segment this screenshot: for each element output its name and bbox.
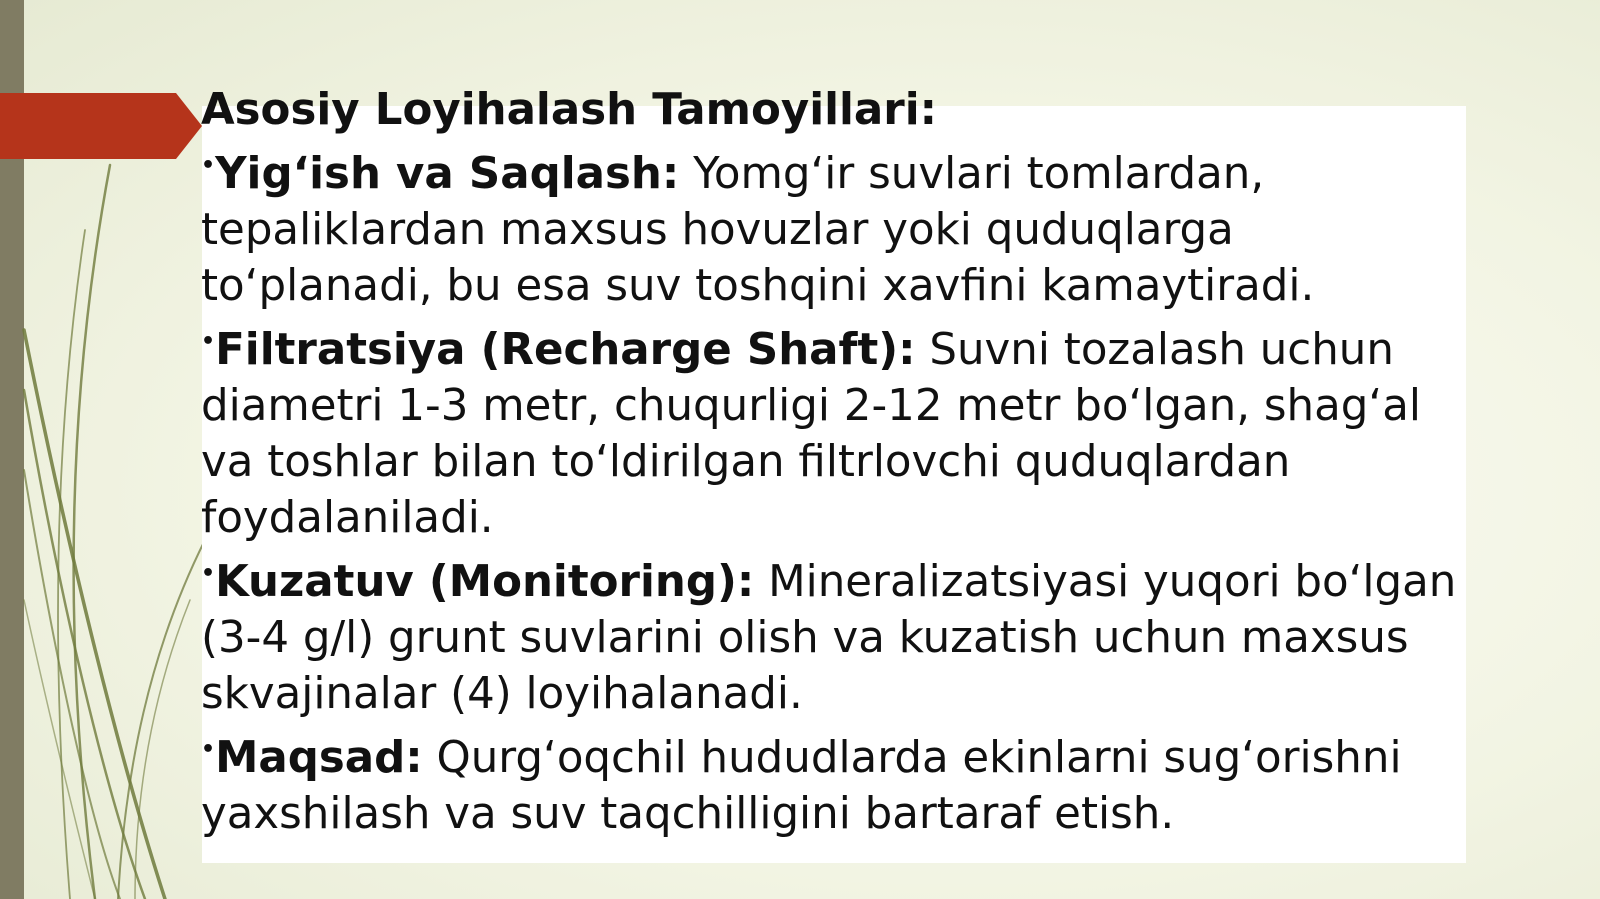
bullet-item-monitoring xyxy=(201,546,1471,722)
bullet-label: Maqsad: xyxy=(215,733,423,783)
bullet-text: Yomg‘ir suvlari tomlardan, tepaliklardan maxsus hovuzlar yoki quduqlarga to‘planadi, bu esa suv toshqini xavfini kamaytiradi. xyxy=(201,149,1315,311)
bullet-label: Filtratsiya (Recharge Shaft): xyxy=(215,325,916,375)
slide-heading: Asosiy Loyihalash Tamoyillari: xyxy=(201,85,938,135)
bullet-text: Mineralizatsiyasi yuqori bo‘lgan (3-4 g/l) grunt suvlarini olish va kuzatish uchun maxsus skvajinalar (4) loyihalanadi. xyxy=(201,557,1457,719)
bullet-text: Suvni tozalash uchun diametri 1-3 metr, chuqurligi 2-12 metr bo‘lgan, shag‘al va toshlar bilan to‘ldirilgan filtrlovchi quduqlardan foydalaniladi. xyxy=(201,325,1421,543)
red-arrow-shape xyxy=(0,93,202,159)
bullet-dot: • xyxy=(201,329,216,354)
bullet-dot: • xyxy=(201,737,216,762)
bullet-text: Qurg‘oqchil hududlarda ekinlarni sug‘orishni yaxshilash va suv taqchilligini bartaraf etish. xyxy=(201,733,1402,839)
bullet-label: Yig‘ish va Saqlash: xyxy=(215,149,680,199)
bullet-item-collection xyxy=(201,138,1471,314)
red-arrow-accent xyxy=(0,93,202,159)
slide-text xyxy=(201,82,1471,842)
bullet-dot: • xyxy=(201,153,216,178)
bullet-item-filtration xyxy=(201,314,1471,546)
bullet-item-goal xyxy=(201,722,1471,842)
bullet-dot: • xyxy=(201,561,216,586)
bullet-label: Kuzatuv (Monitoring): xyxy=(215,557,755,607)
